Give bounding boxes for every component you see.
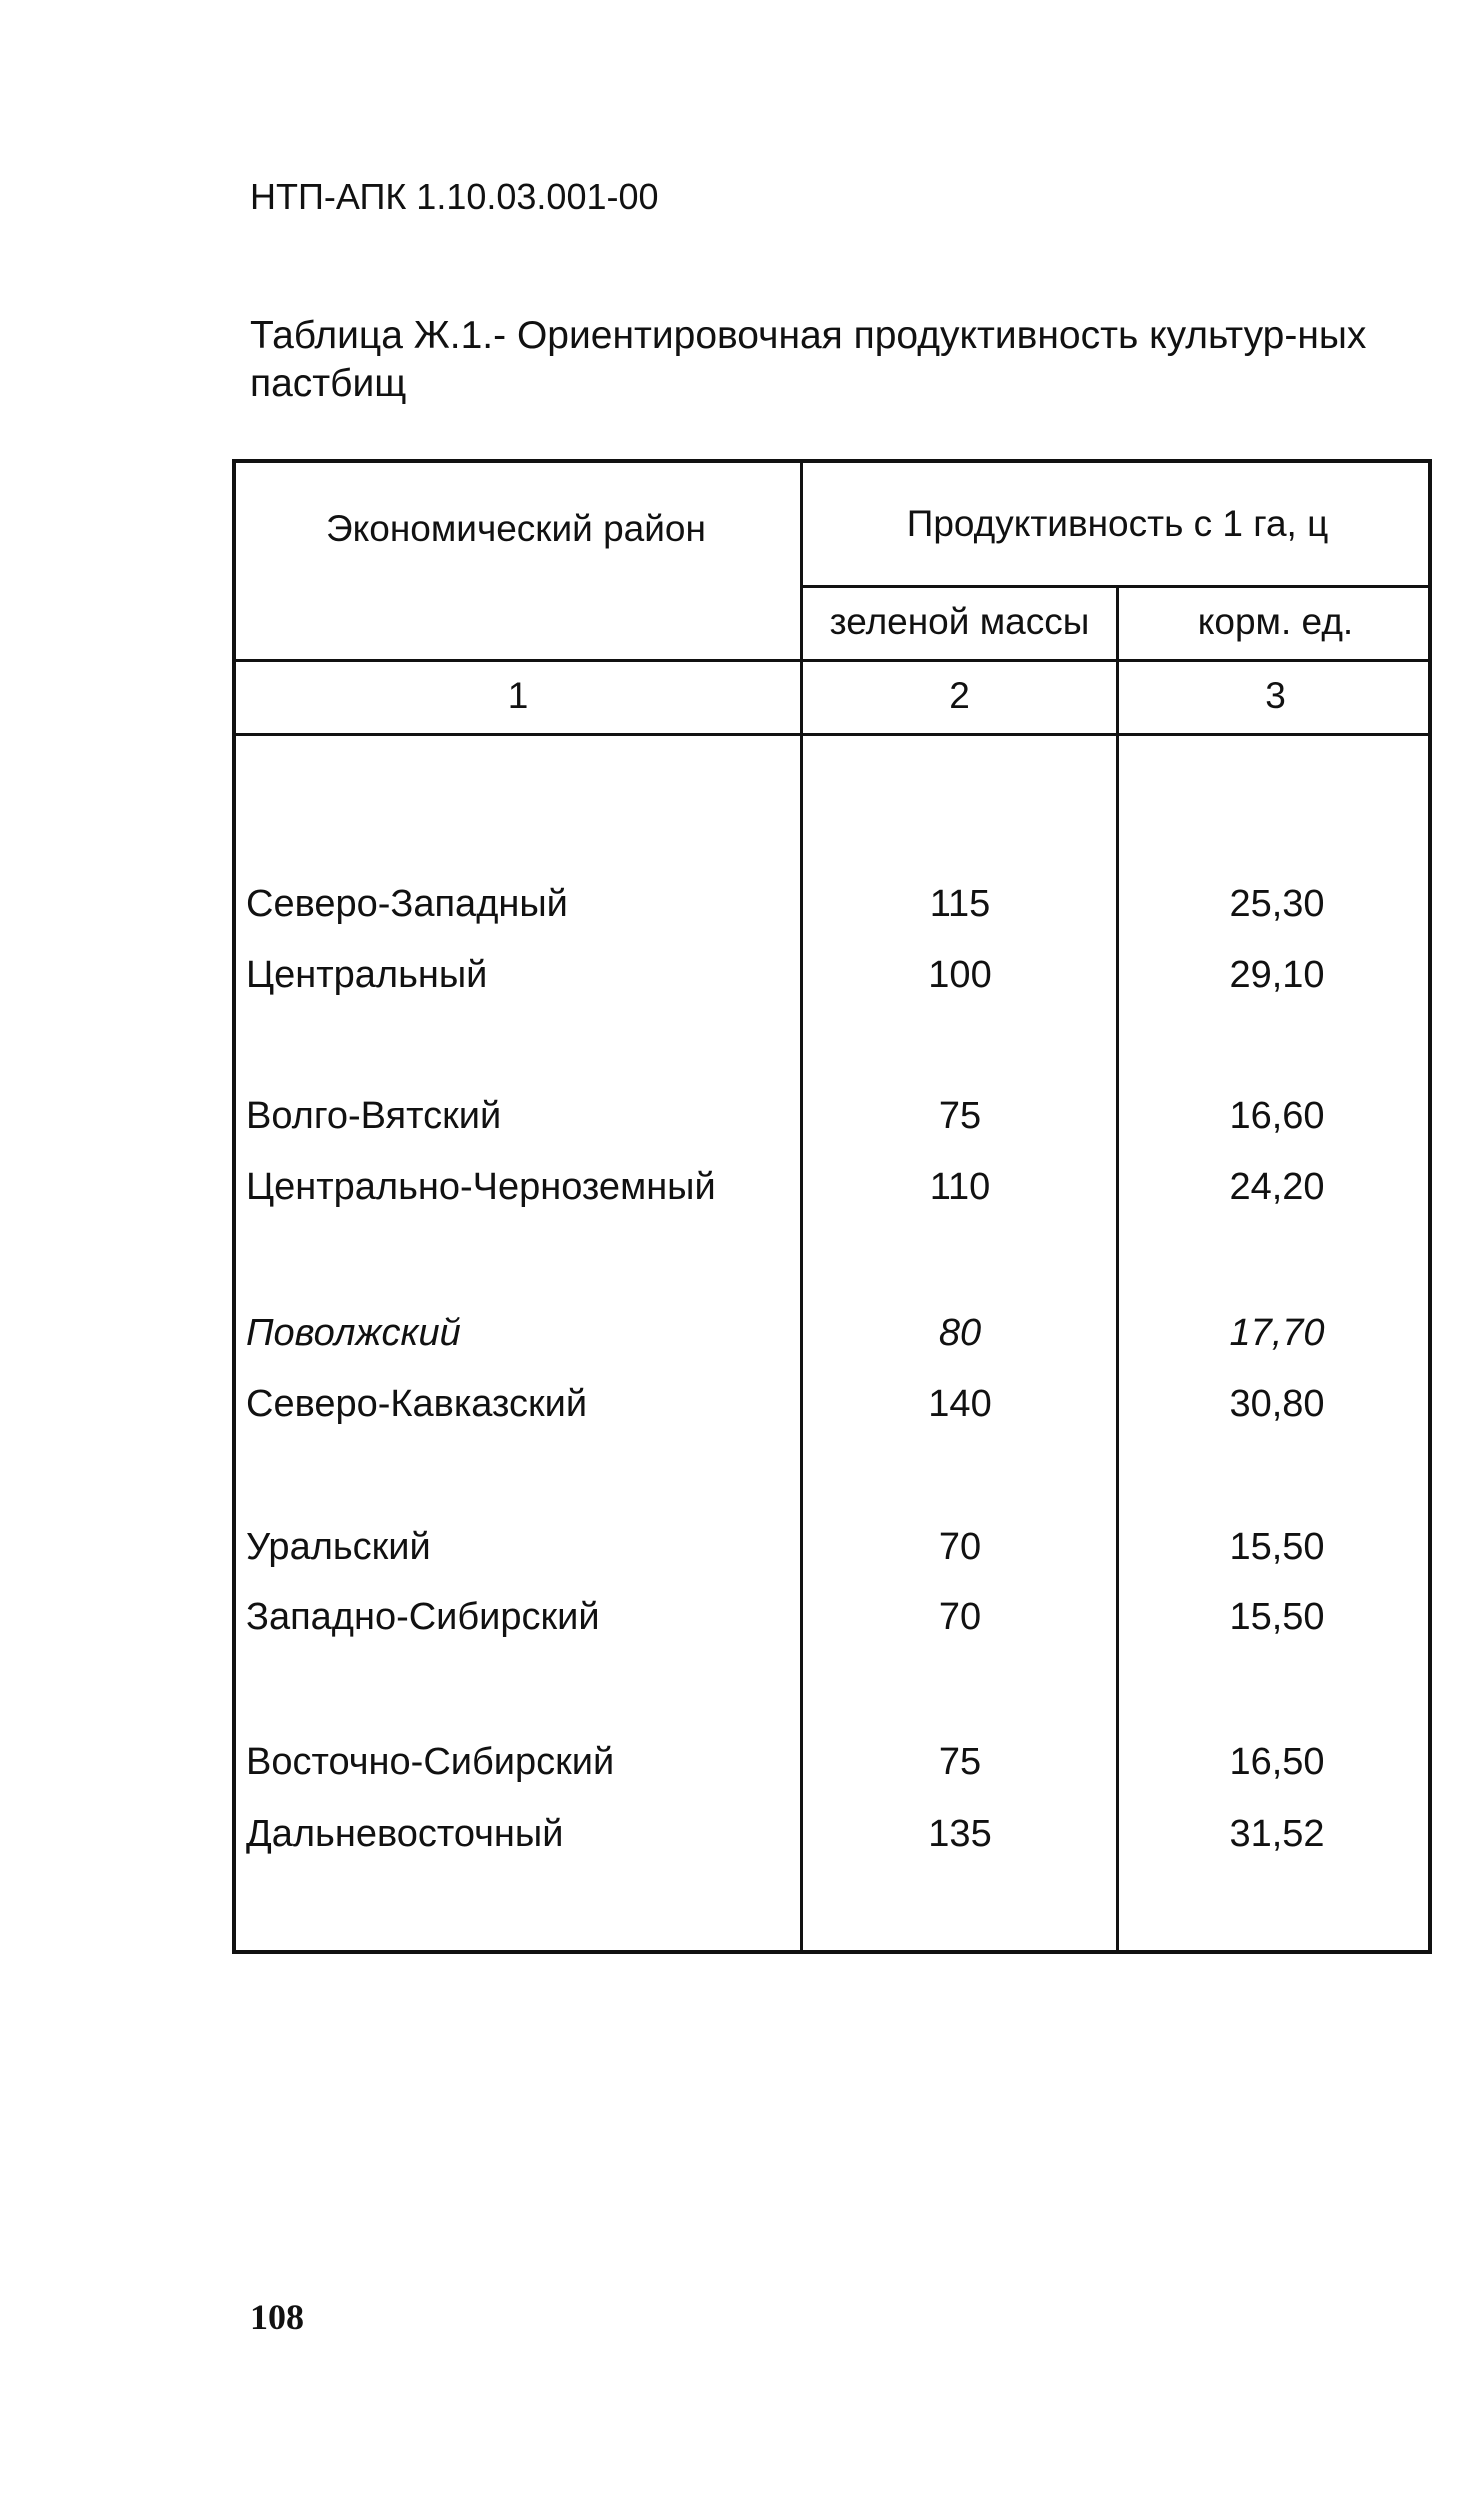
region-name: Дальневосточный: [246, 1813, 564, 1855]
region-name: Восточно-Сибирский: [246, 1741, 615, 1783]
row-divider: [800, 585, 1432, 588]
feed-units-value: 24,20: [1229, 1166, 1325, 1208]
region-name: Уральский: [246, 1526, 431, 1568]
region-name: Северо-Западный: [246, 883, 568, 925]
feed-units-value: 16,50: [1229, 1741, 1325, 1783]
column-number-3: 3: [1265, 675, 1286, 716]
table-row: [236, 1813, 1428, 1863]
feed-units-value: 17,70: [1229, 1312, 1325, 1354]
green-mass-value: 75: [938, 1741, 982, 1783]
green-mass-value: 80: [938, 1312, 982, 1354]
green-mass-value: 135: [928, 1813, 992, 1855]
green-mass-value: 110: [929, 1166, 991, 1208]
region-name: Западно-Сибирский: [246, 1596, 600, 1638]
feed-units-value: 16,60: [1229, 1095, 1325, 1137]
region-name: Центрально-Черноземный: [246, 1166, 716, 1208]
feed-units-value: 15,50: [1229, 1526, 1325, 1568]
green-mass-value: 100: [928, 954, 992, 996]
page-number: 108: [250, 2297, 304, 2337]
green-mass-value: 115: [929, 883, 991, 925]
row-divider: [236, 659, 1432, 662]
table-row: [236, 1741, 1428, 1791]
table-row: [236, 1166, 1428, 1216]
feed-units-value: 29,10: [1229, 954, 1325, 996]
table-row: [236, 954, 1428, 1004]
region-name: Поволжский: [246, 1312, 461, 1354]
row-divider: [236, 733, 1432, 736]
header-productivity: Продуктивность с 1 га, ц: [906, 503, 1329, 544]
table-row: [236, 1383, 1428, 1433]
table-row: [236, 1312, 1428, 1362]
region-name: Северо-Кавказский: [246, 1383, 588, 1425]
region-name: Волго-Вятский: [246, 1095, 502, 1137]
green-mass-value: 70: [938, 1596, 982, 1638]
green-mass-value: 70: [938, 1526, 982, 1568]
table-row: [236, 1095, 1428, 1145]
green-mass-value: 140: [928, 1383, 992, 1425]
green-mass-value: 75: [938, 1095, 982, 1137]
document-code: НТП-АПК 1.10.03.001-00: [250, 176, 659, 217]
table-row: [236, 1596, 1428, 1646]
header-green-mass: зеленой массы: [829, 601, 1090, 642]
productivity-table: [232, 459, 1432, 1954]
feed-units-value: 15,50: [1229, 1596, 1325, 1638]
table-row: [236, 883, 1428, 933]
feed-units-value: 25,30: [1229, 883, 1325, 925]
header-feed-units: корм. ед.: [1197, 601, 1354, 642]
table-title: Таблица Ж.1.- Ориентировочная продуктивность культур-ных пастбищ: [250, 314, 1367, 405]
region-name: Центральный: [246, 954, 488, 996]
header-region: Экономический район: [326, 508, 706, 549]
column-number-1: 1: [507, 675, 529, 716]
feed-units-value: 30,80: [1229, 1383, 1325, 1425]
column-number-2: 2: [949, 675, 970, 716]
feed-units-value: 31,52: [1229, 1813, 1325, 1855]
table-row: [236, 1526, 1428, 1576]
